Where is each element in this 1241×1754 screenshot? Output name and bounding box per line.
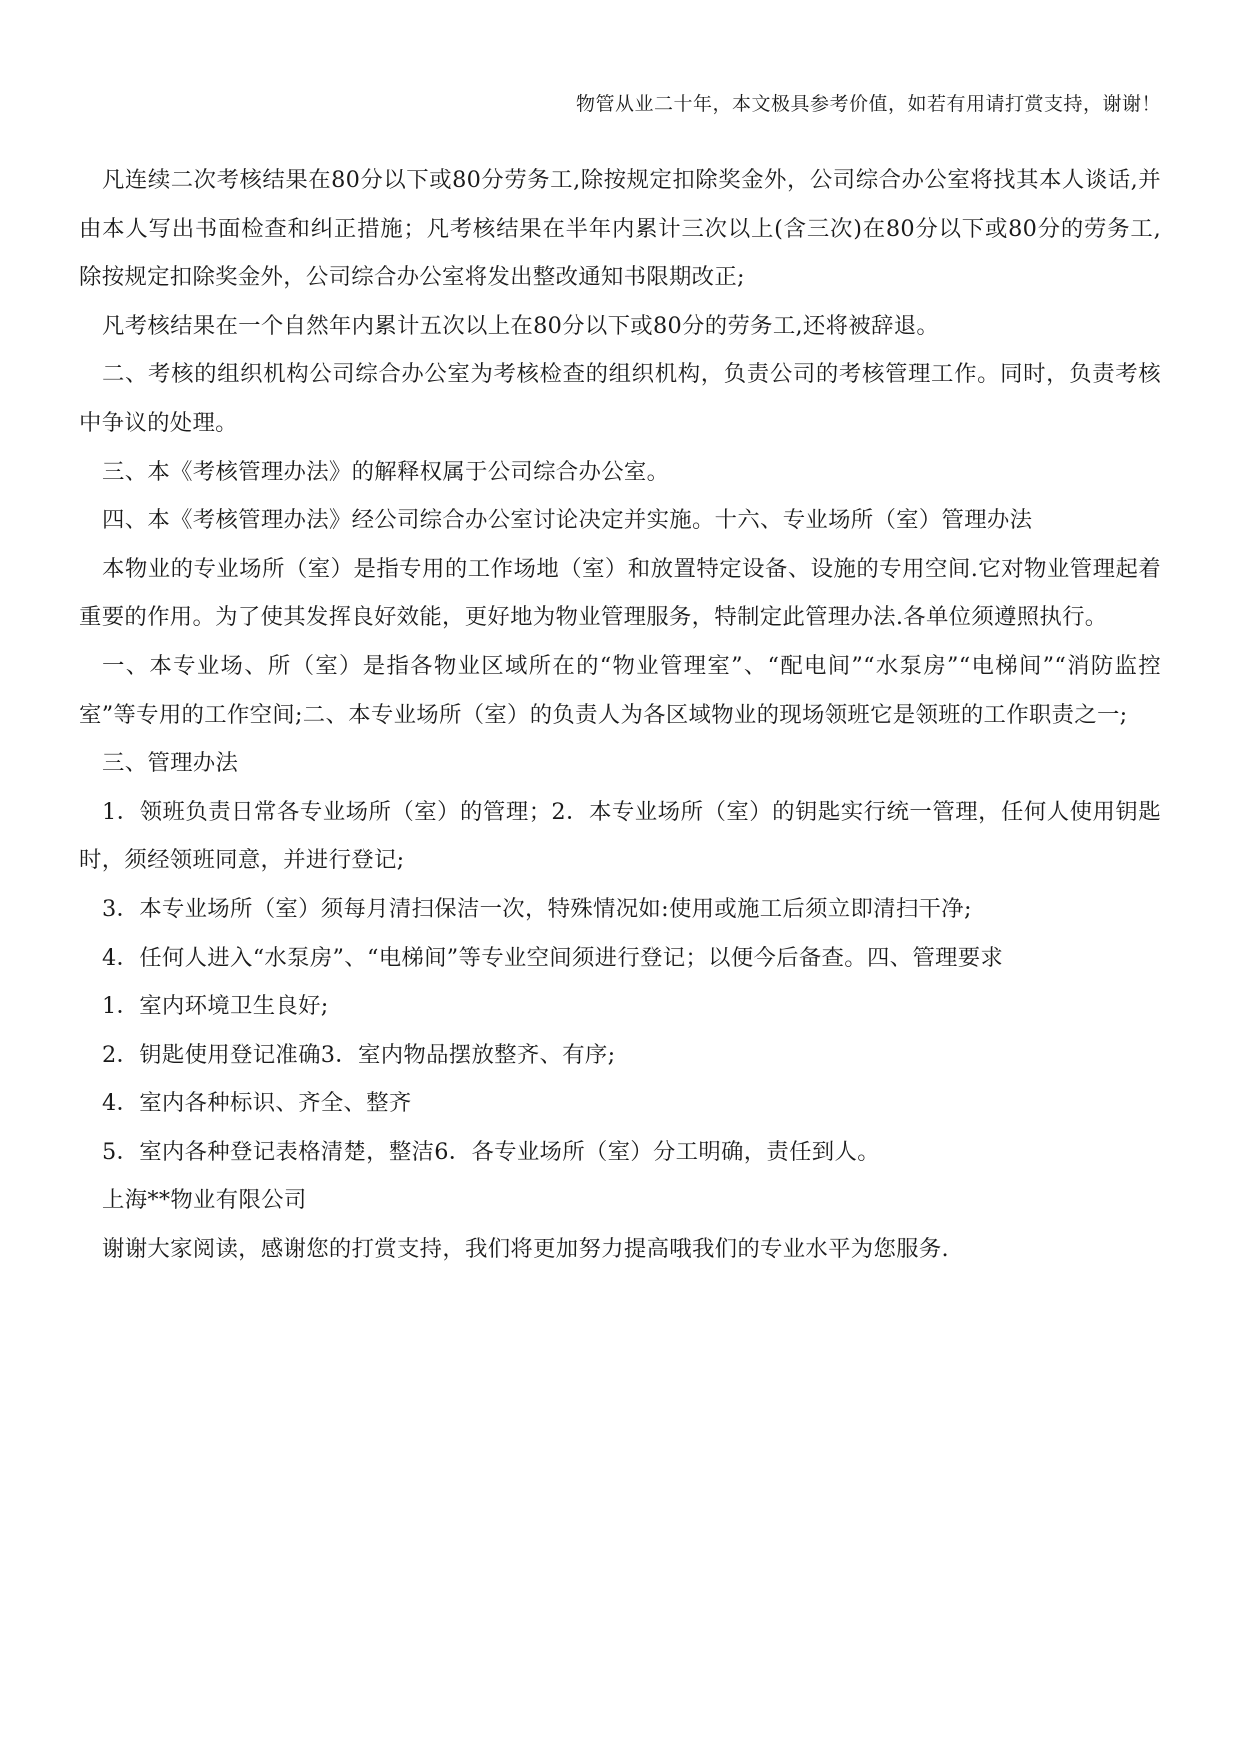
list-item: 5．室内各种登记表格清楚，整洁6．各专业场所（室）分工明确，责任到人。 (102, 1138, 880, 1165)
closing-note: 谢谢大家阅读，感谢您的打赏支持，我们将更加努力提高哦我们的专业水平为您服务. (102, 1236, 949, 1263)
list-item: 4．任何人进入“水泵房”、“电梯间”等专业空间须进行登记；以便今后备查。四、管理要求 (102, 944, 1004, 971)
paragraph-1: 凡连续二次考核结果在80分以下或80分劳务工,除按规定扣除奖金外，公司综合办公室将找其本人谈话,并由本人写出书面检查和纠正措施；凡考核结果在半年内累计三次以上(含三次)在80分以下或80分的劳务工,除按规定扣除奖金外，公司综合办公室将发出整改通知书限期改正; (79, 167, 1161, 291)
list-item: 3．本专业场所（室）须每月清扫保洁一次，特殊情况如:使用或施工后须立即清扫干净; (102, 895, 972, 922)
header-note: 物管从业二十年，本文极具参考价值，如若有用请打赏支持，谢谢！ (575, 93, 1161, 115)
paragraph-2: 凡考核结果在一个自然年内累计五次以上在80分以下或80分的劳务工,还将被辞退。 (102, 312, 940, 339)
list-item: 1．领班负责日常各专业场所（室）的管理；2．本专业场所（室）的钥匙实行统一管理，任何人使用钥匙时，须经领班同意，并进行登记; (79, 798, 1161, 874)
section-heading: 三、管理办法 (102, 750, 239, 777)
paragraph-6: 本物业的专业场所（室）是指专用的工作场地（室）和放置特定设备、设施的专用空间.它对物业管理起着重要的作用。为了使其发挥良好效能，更好地为物业管理服务，特制定此管理办法.各单位须遵照执行。 (79, 555, 1161, 631)
paragraph-3: 二、考核的组织机构公司综合办公室为考核检查的组织机构，负责公司的考核管理工作。同时，负责考核中争议的处理。 (79, 361, 1161, 436)
paragraph-4: 三、本《考核管理办法》的解释权属于公司综合办公室。 (102, 458, 670, 485)
company-name: 上海**物业有限公司 (102, 1187, 307, 1214)
list-item: 2．钥匙使用登记准确3．室内物品摆放整齐、有序; (102, 1041, 616, 1068)
list-item: 1．室内环境卫生良好; (102, 993, 329, 1020)
paragraph-7: 一、本专业场、所（室）是指各物业区域所在的“物业管理室”、“配电间”“水泵房”“电梯间”“消防监控室”等专用的工作空间;二、本专业场所（室）的负责人为各区域物业的现场领班它是领班的工作职责之一; (79, 652, 1161, 728)
list-item: 4．室内各种标识、齐全、整齐 (102, 1090, 412, 1117)
paragraph-5: 四、本《考核管理办法》经公司综合办公室讨论决定并实施。十六、专业场所（室）管理办法 (102, 507, 1033, 534)
document-body (79, 156, 1161, 1274)
